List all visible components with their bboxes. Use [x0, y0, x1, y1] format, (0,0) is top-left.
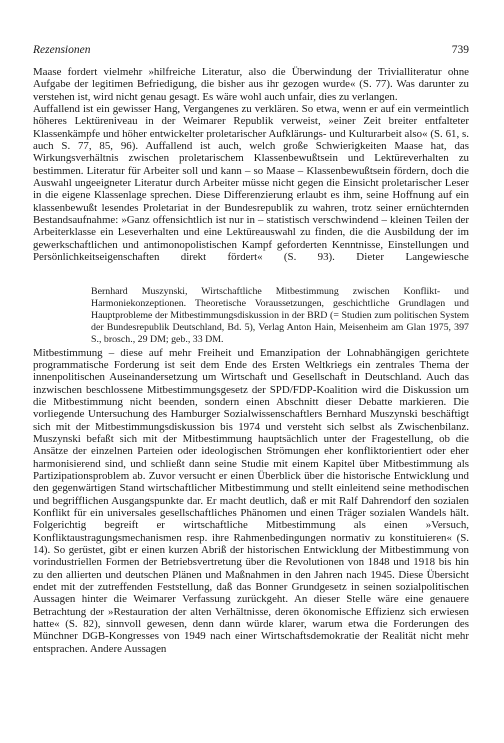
- review2-body: Mitbestimmung – diese auf mehr Freiheit und Emanzipation der Lohnabhängigen gerichtete programmatische Forderung ist seit dem Ende des Ersten Weltkriegs ein zentrales Thema der innenpolitischen Auseinandersetzung um Wirtschaft und Gesellschaft in Deutschland. Auch das inzwischen beschlossene Mitbestimmungsgesetz der SPD/FDP-Koalition wird die Diskussion um die Mitbestimmung nicht beenden, sondern einen Abschnitt dieser Debatte markieren. Die vorliegende Untersuchung des Hamburger Sozialwissenschaftlers Bernhard Muszynski beschäftigt sich mit der Mitbestimmungsdiskussion bis 1974 und versteht sich selbst als Zwischenbilanz. Muszynski befaßt sich mit der Mitbestimmung hauptsächlich unter der Fragestellung, ob die Ansätze der einzelnen Parteien oder ideologischen Strömungen eher konfliktorientiert oder eher harmonisierend sind, und schließt dann seine Studie mit einem Kapitel über Mitbestimmung als Partizipationsproblem ab. Zuvor versucht er einen Überblick über die historische Entwicklung und den gegenwärtigen Stand wirtschaftlicher Mitbestimmung und stellt einleitend seine methodischen und begrifflichen Ausgangspunkte dar. Er macht deutlich, daß er mit Ralf Dahrendorf den sozialen Konflikt für ein universales gesellschaftliches Phänomen und einen Träger sozialen Wandels hält. Folgerichtig begreift er wirtschaftliche Mitbestimmung als einen »Versuch, Konfliktaustragungsmechanismen resp. ihre Rahmenbedingungen normativ zu konstituieren« (S. 14). So gerüstet, gibt er einen kurzen Abriß der historischen Entwicklung der Mitbestimmung von vorindustriellen Formen der Betriebsvertretung über die Revolutionen von 1848 und 1918 bis hin zu den allierten und deutschen Plänen und Maßnahmen in den Jahren nach 1945. Diese Übersicht endet mit der zutreffenden Feststellung, daß das Bonner Grundgesetz in seinen sozialpolitischen Aussagen hinter die Weimarer Verfassung zurückgeht. An dieser Stelle wäre eine genauere Betrachtung der »Restauration der alten Verhältnisse, deren ökonomische Effizienz sich erwiesen hatte« (S. 82), sinnvoll gewesen, denn dann würde klarer, warum etwa die Forderungen des Münchner DGB-Kongresses von 1949 nach einer Wirtschaftsdemokratie der Realität nicht mehr entsprachen. Andere Aussagen: [33, 346, 469, 655]
- review1-paragraph-2: [33, 103, 469, 263]
- page-body: [33, 66, 469, 655]
- page-header: [33, 44, 469, 60]
- review1-paragraph-1: Maase fordert vielmehr »hilfreiche Literatur, also die Überwindung der Trivialliteratur ohne Aufgabe der legitimen Befriedigung, die bisher aus ihr gezogen wurde« (S. 77). Was darunter zu verstehen ist, wird nicht genau gesagt. Es wäre wohl auch unfair, dies zu verlangen.: [33, 66, 469, 103]
- reviewer-name: Dieter Langewiesche: [356, 251, 469, 264]
- book-citation: Bernhard Muszynski, Wirtschaftliche Mitbestimmung zwischen Konflikt- und Harmoniekonzeptionen. Theoretische Voraussetzungen, geschichtliche Grundlagen und Hauptprobleme der Mitbestimmungsdiskussion in der BRD (= Studien zum politischen System der Bundesrepublik Deutschland, Bd. 5), Verlag Anton Hain, Meisenheim am Glan 1975, 397 S., brosch., 29 DM; geb., 33 DM.: [91, 285, 469, 346]
- section-title: Rezensionen: [33, 44, 91, 56]
- review1-paragraph-2-text: Auffallend ist ein gewisser Hang, Vergangenes zu verklären. So etwa, wenn er auf ein vermeintlich höheres Lektüreniveau in der Weimarer Republik verweist, »einer Zeit breiter entfalteter Klassenkämpfe und höher entwickelter proletarischer Aufklärungs- und Kulturarbeit also« (S. 61, s. auch S. 77, 85, 96). Auffallend ist auch, welch große Schwierigkeiten Maase hat, das Wirkungsverhältnis zwischen proletarischem Klassenbewußtsein und Lektüreverhalten zu bestimmen. Literatur für Arbeiter soll und kann – so Maase – Klassenbewußtsein fördern, doch die Auswahl ungeeigneter Literatur durch Arbeiter müsse nicht gegen die Einsicht proletarischer Leser in die eigene Klassenlage sprechen. Diese Differenzierung erlaubt es ihm, seine Hoffnung auf ein klassenbewußt lesendes Proletariat in der Bundesrepublik zu wahren, trotz seiner ernüchternden Bestandsaufnahme: »Ganz offensichtlich ist nur in – statistisch verschwindend – kleinen Teilen der Arbeiterklasse ein Leseverhalten und eine Lektüreauswahl zu finden, die die Ausbildung der im gewerkschaftlichen und antimonopolistischen Kampf geforderten Kenntnisse, Einstellungen und Persönlichkeitseigenschaften direkt fördert« (S. 93).: [33, 103, 469, 264]
- page-number: 739: [451, 44, 469, 56]
- section-spacer: [33, 264, 469, 286]
